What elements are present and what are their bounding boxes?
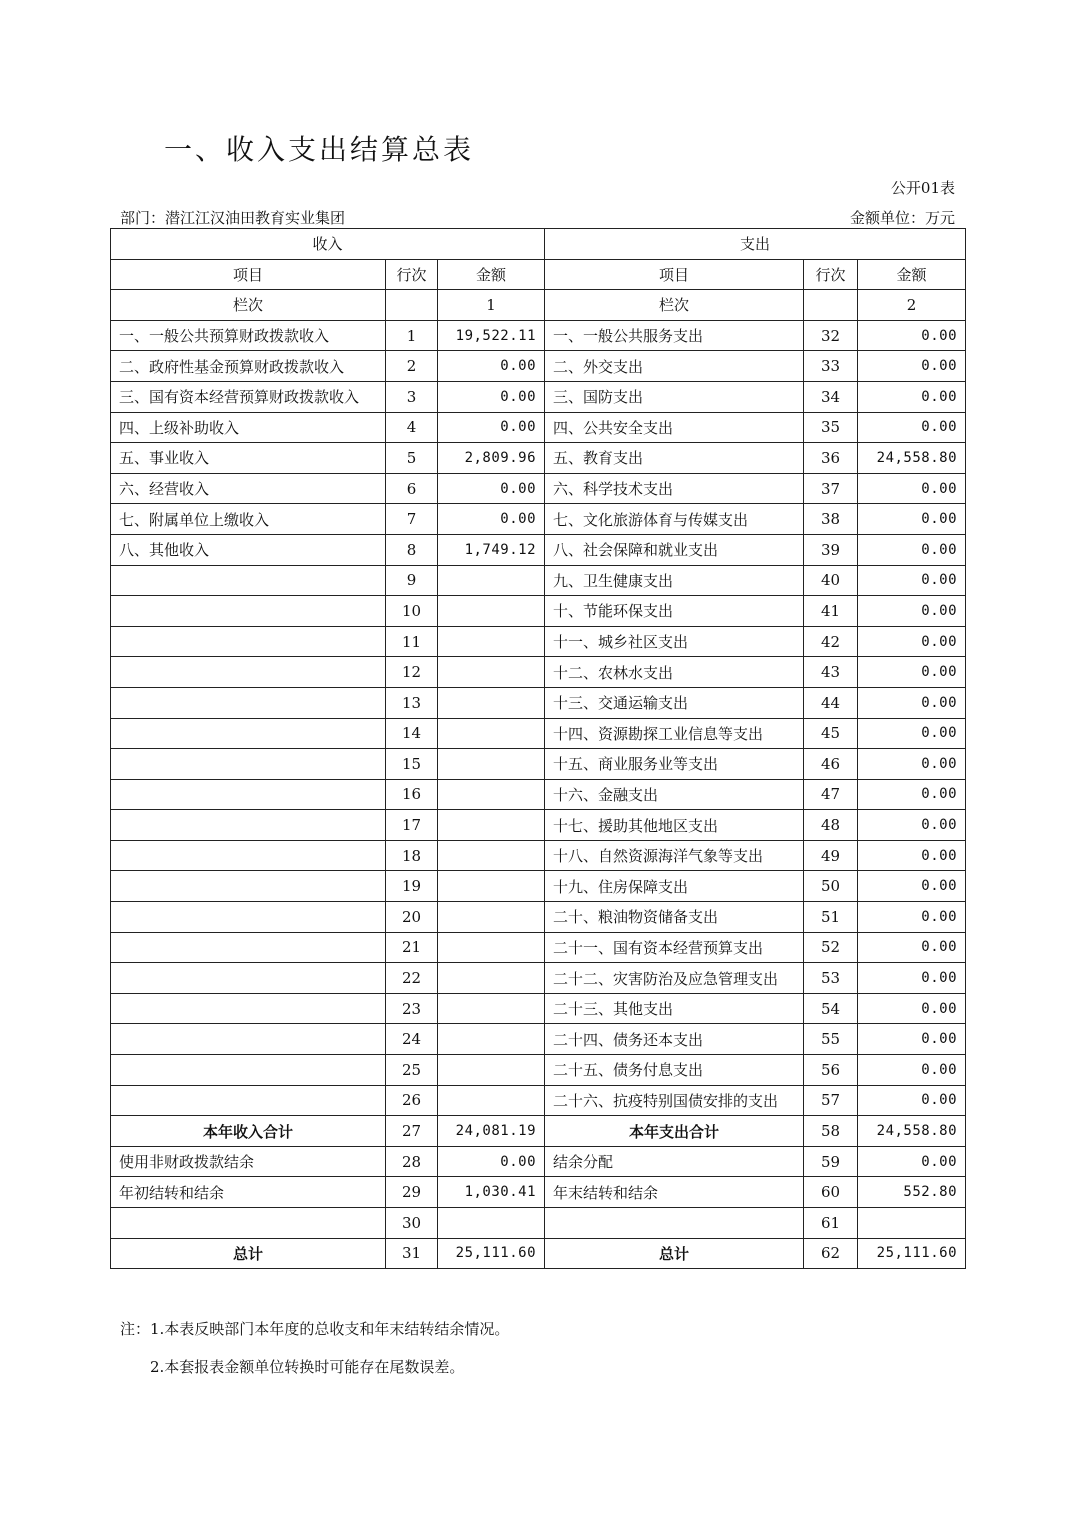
expense-row-no-cell: 44 <box>804 687 858 718</box>
income-row-no-cell: 30 <box>386 1208 438 1239</box>
table-row <box>111 596 966 627</box>
income-item-cell: 八、其他收入 <box>111 534 386 565</box>
income-item-cell <box>111 1208 386 1239</box>
income-section-header: 收入 <box>111 229 545 260</box>
expense-row-no-cell: 47 <box>804 779 858 810</box>
expense-item-cell: 二、外交支出 <box>545 351 804 382</box>
income-amount-cell: 2,809.96 <box>438 443 545 474</box>
income-item-cell <box>111 902 386 933</box>
department-label: 部门：潜江江汉油田教育实业集团 <box>120 209 346 227</box>
expense-section-header: 支出 <box>545 229 966 260</box>
expense-row-no-cell: 34 <box>804 381 858 412</box>
income-amount-cell <box>438 1208 545 1239</box>
income-item-cell <box>111 565 386 596</box>
income-item-cell <box>111 626 386 657</box>
income-amount-cell: 0.00 <box>438 412 545 443</box>
table-row <box>111 351 966 382</box>
expense-row-no-cell: 60 <box>804 1177 858 1208</box>
income-amount-cell <box>438 657 545 688</box>
expense-item-cell: 四、公共安全支出 <box>545 412 804 443</box>
expense-row-no-cell: 59 <box>804 1146 858 1177</box>
income-amount-cell <box>438 902 545 933</box>
expense-item-cell: 二十五、债务付息支出 <box>545 1055 804 1086</box>
income-row-no-cell: 13 <box>386 687 438 718</box>
income-row-no-cell: 5 <box>386 443 438 474</box>
table-row <box>111 320 966 351</box>
income-amount-cell: 19,522.11 <box>438 320 545 351</box>
income-amount-cell <box>438 565 545 596</box>
income-item-cell: 三、国有资本经营预算财政拨款收入 <box>111 381 386 412</box>
income-row-no-cell: 24 <box>386 1024 438 1055</box>
expense-amount-cell: 0.00 <box>858 1055 966 1086</box>
expense-item-cell: 二十六、抗疫特别国债安排的支出 <box>545 1085 804 1116</box>
income-row-no-cell: 17 <box>386 810 438 841</box>
income-item-cell <box>111 871 386 902</box>
expense-item-header: 项目 <box>545 259 804 290</box>
table-row <box>111 565 966 596</box>
expense-row-no-cell: 37 <box>804 473 858 504</box>
table-row <box>111 902 966 933</box>
expense-amount-cell: 0.00 <box>858 504 966 535</box>
income-amount-cell <box>438 749 545 780</box>
expense-row-no-cell: 57 <box>804 1085 858 1116</box>
amount-unit-label: 金额单位：万元 <box>849 209 955 227</box>
expense-row-no-cell: 53 <box>804 963 858 994</box>
table-row <box>111 504 966 535</box>
expense-amount-cell: 0.00 <box>858 810 966 841</box>
income-amount-cell: 0.00 <box>438 504 545 535</box>
expense-item-cell <box>545 1208 804 1239</box>
income-column-index: 1 <box>438 290 545 321</box>
expense-amount-cell: 0.00 <box>858 626 966 657</box>
income-amount-cell <box>438 596 545 627</box>
income-row-no-cell: 2 <box>386 351 438 382</box>
income-item-cell: 年初结转和结余 <box>111 1177 386 1208</box>
expense-amount-cell: 0.00 <box>858 534 966 565</box>
expense-row-no-cell: 42 <box>804 626 858 657</box>
expense-amount-cell: 0.00 <box>858 993 966 1024</box>
expense-row-no-cell: 43 <box>804 657 858 688</box>
income-row-no-cell: 3 <box>386 381 438 412</box>
income-amount-cell: 25,111.60 <box>438 1238 545 1269</box>
expense-amount-header: 金额 <box>858 259 966 290</box>
footnote-1: 注：1.本表反映部门本年度的总收支和年末结转结余情况。 <box>120 1320 510 1338</box>
table-row <box>111 1085 966 1116</box>
footnotes <box>120 1310 509 1386</box>
income-expense-table <box>110 228 966 1269</box>
income-item-cell: 七、附属单位上缴收入 <box>111 504 386 535</box>
expense-item-cell: 二十一、国有资本经营预算支出 <box>545 932 804 963</box>
table-row <box>111 810 966 841</box>
expense-row-no-cell: 32 <box>804 320 858 351</box>
income-amount-cell <box>438 1024 545 1055</box>
table-row <box>111 932 966 963</box>
expense-row-no-cell: 61 <box>804 1208 858 1239</box>
expense-amount-cell: 0.00 <box>858 1085 966 1116</box>
expense-item-cell: 八、社会保障和就业支出 <box>545 534 804 565</box>
income-row-no-header: 行次 <box>386 259 438 290</box>
table-column-header-row <box>111 259 966 290</box>
expense-amount-cell: 25,111.60 <box>858 1238 966 1269</box>
expense-row-no-cell: 33 <box>804 351 858 382</box>
income-item-cell <box>111 596 386 627</box>
income-row-no-cell: 31 <box>386 1238 438 1269</box>
income-amount-cell: 0.00 <box>438 1146 545 1177</box>
income-item-cell <box>111 993 386 1024</box>
expense-amount-cell: 0.00 <box>858 749 966 780</box>
expense-item-cell: 年末结转和结余 <box>545 1177 804 1208</box>
table-row <box>111 840 966 871</box>
table-column-index-row <box>111 290 966 321</box>
expense-row-no-cell: 41 <box>804 596 858 627</box>
expense-item-cell: 结余分配 <box>545 1146 804 1177</box>
expense-row-no-cell: 49 <box>804 840 858 871</box>
income-amount-cell <box>438 871 545 902</box>
expense-row-no-cell: 58 <box>804 1116 858 1147</box>
income-amount-cell <box>438 993 545 1024</box>
income-item-cell: 使用非财政拨款结余 <box>111 1146 386 1177</box>
table-row <box>111 1116 966 1147</box>
income-row-no-cell: 4 <box>386 412 438 443</box>
expense-amount-cell: 0.00 <box>858 351 966 382</box>
income-amount-cell: 1,030.41 <box>438 1177 545 1208</box>
table-row <box>111 1208 966 1239</box>
expense-column-index: 2 <box>858 290 966 321</box>
expense-item-cell: 十七、援助其他地区支出 <box>545 810 804 841</box>
expense-amount-cell: 0.00 <box>858 779 966 810</box>
income-item-cell <box>111 718 386 749</box>
expense-row-no-header: 行次 <box>804 259 858 290</box>
expense-amount-cell: 0.00 <box>858 320 966 351</box>
income-row-no-cell: 8 <box>386 534 438 565</box>
table-row <box>111 381 966 412</box>
expense-row-no-cell: 40 <box>804 565 858 596</box>
income-amount-cell: 0.00 <box>438 381 545 412</box>
expense-item-cell: 十八、自然资源海洋气象等支出 <box>545 840 804 871</box>
expense-row-no-cell: 51 <box>804 902 858 933</box>
income-item-cell: 总计 <box>111 1238 386 1269</box>
income-item-cell: 一、一般公共预算财政拨款收入 <box>111 320 386 351</box>
income-amount-cell: 0.00 <box>438 473 545 504</box>
expense-row-no-cell: 45 <box>804 718 858 749</box>
expense-row-no-cell: 56 <box>804 1055 858 1086</box>
expense-item-cell: 本年支出合计 <box>545 1116 804 1147</box>
income-row-no-cell: 14 <box>386 718 438 749</box>
expense-row-no-cell: 55 <box>804 1024 858 1055</box>
expense-row-no-cell: 38 <box>804 504 858 535</box>
expense-row-no-cell: 48 <box>804 810 858 841</box>
income-item-cell <box>111 1055 386 1086</box>
expense-item-cell: 二十四、债务还本支出 <box>545 1024 804 1055</box>
income-item-cell <box>111 657 386 688</box>
income-row-no-cell: 23 <box>386 993 438 1024</box>
table-row <box>111 626 966 657</box>
expense-item-cell: 总计 <box>545 1238 804 1269</box>
income-row-no-cell: 12 <box>386 657 438 688</box>
expense-row-no-cell: 52 <box>804 932 858 963</box>
expense-row-no-cell: 50 <box>804 871 858 902</box>
expense-row-no-cell: 54 <box>804 993 858 1024</box>
table-row <box>111 443 966 474</box>
expense-amount-cell: 552.80 <box>858 1177 966 1208</box>
income-amount-cell <box>438 932 545 963</box>
income-row-no-cell: 1 <box>386 320 438 351</box>
expense-item-cell: 五、教育支出 <box>545 443 804 474</box>
income-item-cell: 五、事业收入 <box>111 443 386 474</box>
income-row-no-cell: 9 <box>386 565 438 596</box>
expense-amount-cell: 0.00 <box>858 412 966 443</box>
income-item-cell: 二、政府性基金预算财政拨款收入 <box>111 351 386 382</box>
expense-amount-cell: 24,558.80 <box>858 1116 966 1147</box>
income-row-no-cell: 26 <box>386 1085 438 1116</box>
income-row-no-cell: 25 <box>386 1055 438 1086</box>
income-row-no-cell: 28 <box>386 1146 438 1177</box>
expense-item-cell: 七、文化旅游体育与传媒支出 <box>545 504 804 535</box>
expense-item-cell: 九、卫生健康支出 <box>545 565 804 596</box>
income-amount-cell <box>438 1085 545 1116</box>
income-item-cell <box>111 749 386 780</box>
expense-row-no-cell: 46 <box>804 749 858 780</box>
income-item-cell <box>111 840 386 871</box>
income-item-cell: 六、经营收入 <box>111 473 386 504</box>
income-row-no-cell: 20 <box>386 902 438 933</box>
table-row <box>111 687 966 718</box>
expense-column-label-blank <box>804 290 858 321</box>
income-row-no-cell: 19 <box>386 871 438 902</box>
income-row-no-cell: 16 <box>386 779 438 810</box>
table-row <box>111 1146 966 1177</box>
form-number: 公开01表 <box>890 179 955 197</box>
income-item-cell <box>111 1024 386 1055</box>
expense-amount-cell: 0.00 <box>858 687 966 718</box>
table-row <box>111 657 966 688</box>
income-item-header: 项目 <box>111 259 386 290</box>
income-amount-cell <box>438 626 545 657</box>
table-row <box>111 718 966 749</box>
expense-amount-cell: 0.00 <box>858 932 966 963</box>
expense-amount-cell <box>858 1208 966 1239</box>
table-row <box>111 1055 966 1086</box>
income-item-cell <box>111 963 386 994</box>
income-row-no-cell: 11 <box>386 626 438 657</box>
expense-item-cell: 十五、商业服务业等支出 <box>545 749 804 780</box>
income-row-no-cell: 22 <box>386 963 438 994</box>
expense-item-cell: 十一、城乡社区支出 <box>545 626 804 657</box>
expense-item-cell: 二十三、其他支出 <box>545 993 804 1024</box>
expense-amount-cell: 0.00 <box>858 1146 966 1177</box>
expense-row-no-cell: 36 <box>804 443 858 474</box>
income-row-no-cell: 29 <box>386 1177 438 1208</box>
income-row-no-cell: 21 <box>386 932 438 963</box>
income-item-cell <box>111 687 386 718</box>
expense-item-cell: 十四、资源勘探工业信息等支出 <box>545 718 804 749</box>
table-section-header-row <box>111 229 966 260</box>
expense-row-no-cell: 62 <box>804 1238 858 1269</box>
expense-item-cell: 六、科学技术支出 <box>545 473 804 504</box>
income-amount-cell <box>438 1055 545 1086</box>
table-row <box>111 779 966 810</box>
income-column-label-blank <box>386 290 438 321</box>
table-row <box>111 871 966 902</box>
income-amount-cell <box>438 810 545 841</box>
income-row-no-cell: 7 <box>386 504 438 535</box>
income-item-cell <box>111 932 386 963</box>
income-amount-cell <box>438 963 545 994</box>
table-row <box>111 993 966 1024</box>
footnote-2: 2.本套报表金额单位转换时可能存在尾数误差。 <box>150 1358 465 1376</box>
table-row <box>111 749 966 780</box>
income-item-cell: 四、上级补助收入 <box>111 412 386 443</box>
income-amount-header: 金额 <box>438 259 545 290</box>
income-item-cell <box>111 810 386 841</box>
income-column-label: 栏次 <box>111 290 386 321</box>
income-amount-cell: 0.00 <box>438 351 545 382</box>
expense-item-cell: 一、一般公共服务支出 <box>545 320 804 351</box>
expense-amount-cell: 24,558.80 <box>858 443 966 474</box>
expense-amount-cell: 0.00 <box>858 381 966 412</box>
expense-item-cell: 十、节能环保支出 <box>545 596 804 627</box>
table-row <box>111 1024 966 1055</box>
income-item-cell <box>111 1085 386 1116</box>
table-row <box>111 1238 966 1269</box>
income-item-cell <box>111 779 386 810</box>
income-amount-cell <box>438 718 545 749</box>
expense-item-cell: 十九、住房保障支出 <box>545 871 804 902</box>
expense-item-cell: 三、国防支出 <box>545 381 804 412</box>
expense-amount-cell: 0.00 <box>858 473 966 504</box>
expense-item-cell: 二十二、灾害防治及应急管理支出 <box>545 963 804 994</box>
page-title: 一、收入支出结算总表 <box>164 133 475 166</box>
expense-amount-cell: 0.00 <box>858 565 966 596</box>
expense-amount-cell: 0.00 <box>858 840 966 871</box>
income-row-no-cell: 10 <box>386 596 438 627</box>
income-row-no-cell: 27 <box>386 1116 438 1147</box>
expense-column-label: 栏次 <box>545 290 804 321</box>
expense-amount-cell: 0.00 <box>858 963 966 994</box>
table-row <box>111 963 966 994</box>
income-amount-cell <box>438 840 545 871</box>
expense-amount-cell: 0.00 <box>858 657 966 688</box>
expense-row-no-cell: 35 <box>804 412 858 443</box>
income-amount-cell: 24,081.19 <box>438 1116 545 1147</box>
expense-item-cell: 十三、交通运输支出 <box>545 687 804 718</box>
income-row-no-cell: 6 <box>386 473 438 504</box>
income-row-no-cell: 15 <box>386 749 438 780</box>
expense-amount-cell: 0.00 <box>858 1024 966 1055</box>
expense-item-cell: 二十、粮油物资储备支出 <box>545 902 804 933</box>
expense-amount-cell: 0.00 <box>858 718 966 749</box>
income-amount-cell <box>438 687 545 718</box>
income-item-cell: 本年收入合计 <box>111 1116 386 1147</box>
expense-amount-cell: 0.00 <box>858 596 966 627</box>
income-amount-cell <box>438 779 545 810</box>
expense-item-cell: 十六、金融支出 <box>545 779 804 810</box>
table-row <box>111 1177 966 1208</box>
table-row <box>111 412 966 443</box>
expense-item-cell: 十二、农林水支出 <box>545 657 804 688</box>
income-amount-cell: 1,749.12 <box>438 534 545 565</box>
income-row-no-cell: 18 <box>386 840 438 871</box>
table-row <box>111 534 966 565</box>
expense-amount-cell: 0.00 <box>858 902 966 933</box>
table-row <box>111 473 966 504</box>
expense-amount-cell: 0.00 <box>858 871 966 902</box>
expense-row-no-cell: 39 <box>804 534 858 565</box>
